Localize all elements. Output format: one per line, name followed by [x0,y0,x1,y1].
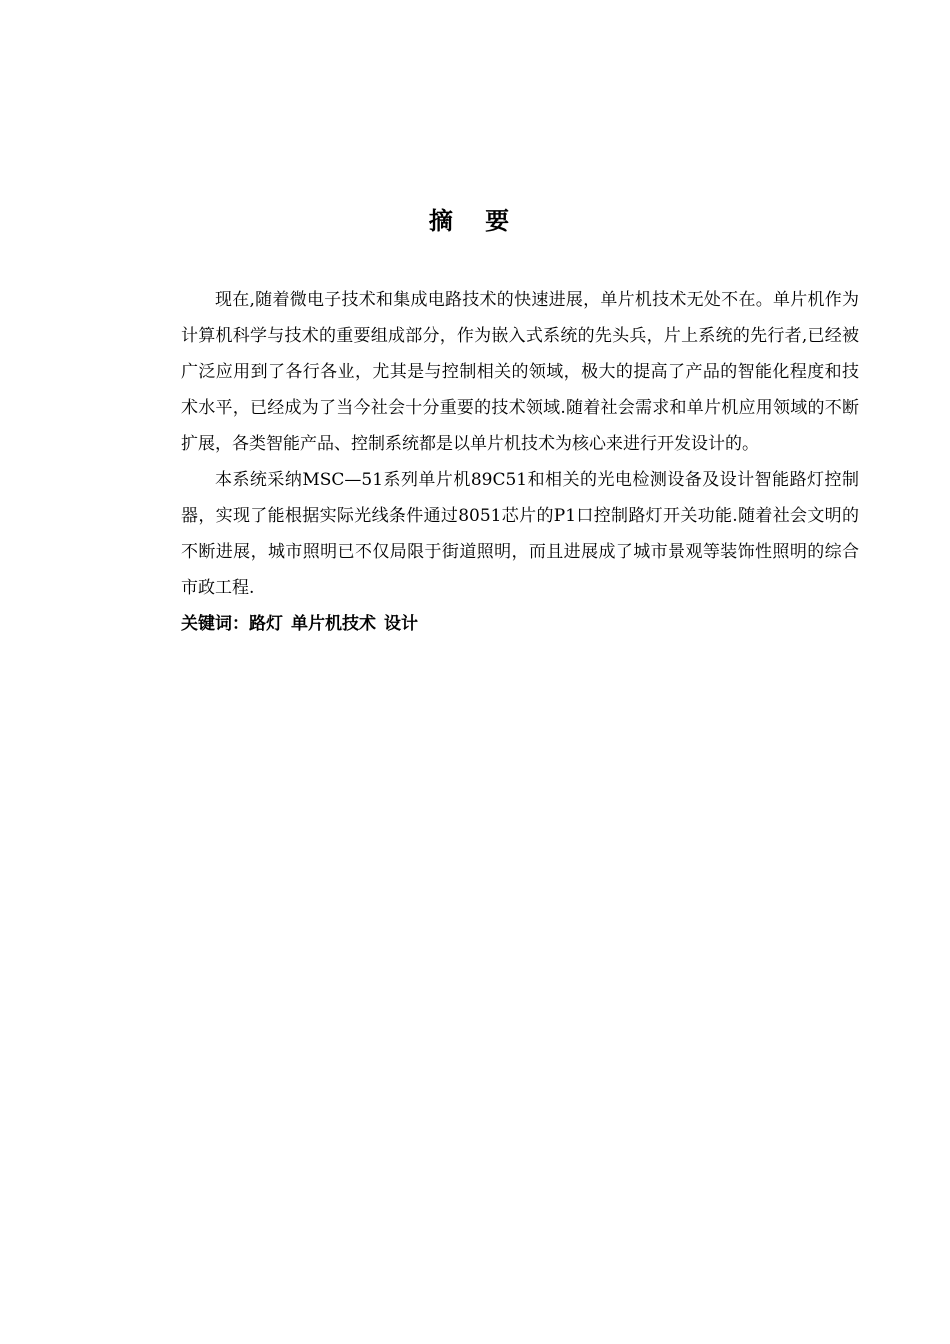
abstract-body [181,282,859,642]
keywords-line [181,606,859,642]
abstract-paragraph-1: 现在,随着微电子技术和集成电路技术的快速进展，单片机技术无处不在。单片机作为计算机科学与技术的重要组成部分，作为嵌入式系统的先头兵，片上系统的先行者,已经被广泛应用到了各行各业，尤其是与控制相关的领域，极大的提高了产品的智能化程度和技术水平，已经成为了当今社会十分重要的技术领域.随着社会需求和单片机应用领域的不断扩展，各类智能产品、控制系统都是以单片机技术为核心来进行开发设计的。 [181,290,859,454]
page-title: 摘 要 [428,207,522,235]
abstract-paragraph-2: 本系统采纳MSC—51系列单片机89C51和相关的光电检测设备及设计智能路灯控制器，实现了能根据实际光线条件通过8051芯片的P1口控制路灯开关功能.随着社会文明的不断进展，城市照明已不仅局限于街道照明，而且进展成了城市景观等装饰性照明的综合市政工程. [181,470,859,598]
keyword-3: 设计 [384,614,418,634]
keyword-2: 单片机技术 [291,614,376,634]
keywords-label: 关键词： [181,614,249,634]
keyword-1: 路灯 [249,614,283,634]
